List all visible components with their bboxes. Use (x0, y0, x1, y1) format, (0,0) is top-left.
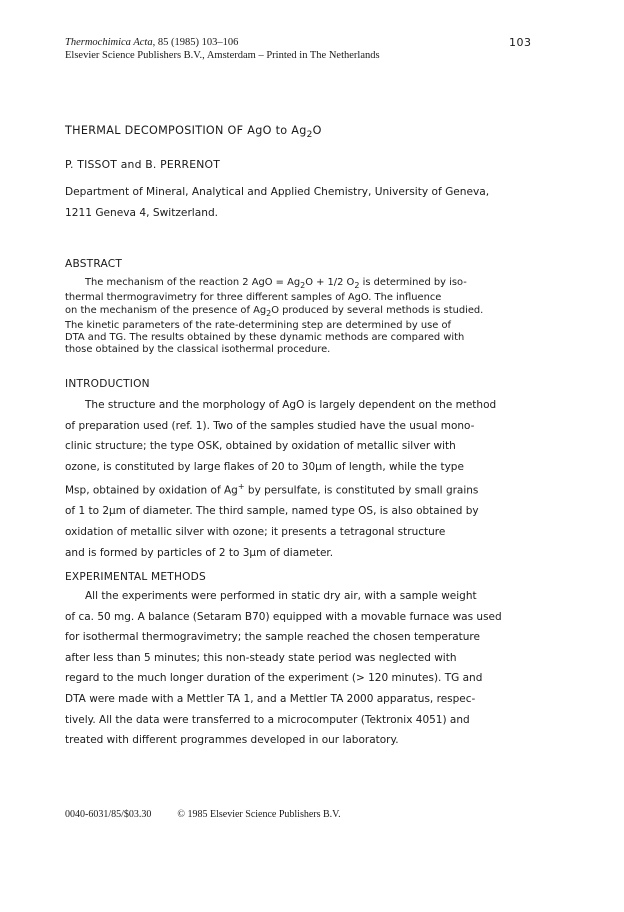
paragraph-line: clinic structure; the type OSK, obtained by oxidation of metallic silver with (65, 440, 456, 453)
affiliation-line: 1211 Geneva 4, Switzerland. (65, 207, 219, 219)
journal-name: Thermochimica Acta (65, 37, 153, 48)
introduction-heading: INTRODUCTION (65, 378, 150, 390)
issn-code: 0040-6031/85/$03.30 (65, 809, 152, 820)
journal-citation-line (65, 36, 380, 49)
paragraph-line: of 1 to 2μm of diameter. The third sample, named type OS, is also obtained by (65, 505, 479, 518)
methods-body (65, 586, 545, 751)
affiliation (65, 182, 489, 224)
introduction-body (65, 395, 545, 563)
abstract-line: on the mechanism of the presence of $Ag_2O$ produced by several methods is studied. (65, 304, 484, 318)
methods-heading: EXPERIMENTAL METHODS (65, 571, 206, 583)
article-title (65, 124, 322, 140)
page-footer (65, 809, 341, 820)
abstract-line: The kinetic parameters of the rate-determining step are determined by use of (65, 319, 452, 331)
paragraph-line: DTA were made with a Mettler TA 1, and a Mettler TA 2000 apparatus, respec- (65, 692, 476, 705)
abstract-body (65, 277, 545, 357)
page-number: 103 (509, 36, 532, 49)
title-subscript: 2 (306, 130, 313, 141)
paragraph-line: The structure and the morphology of AgO is largely dependent on the method (85, 399, 497, 411)
paragraph-line: after less than 5 minutes; this non-steady state period was neglected with (65, 651, 457, 664)
paragraph-line: of ca. 50 mg. A balance (Setaram B70) equipped with a movable furnace was used (65, 610, 502, 623)
paragraph-line: and is formed by particles of 2 to 3μm of diameter. (65, 546, 334, 559)
title-text: THERMAL DECOMPOSITION OF AgO to Ag (65, 124, 307, 137)
abstract-line: The mechanism of the reaction 2 AgO = $Ag_2O + 1/2$ $O_2$ is determined by iso- (85, 277, 467, 290)
paragraph-line: treated with different programmes developed in our laboratory. (65, 734, 399, 747)
abstract-heading: ABSTRACT (65, 258, 122, 270)
title-suffix: O (312, 124, 322, 137)
journal-header (65, 36, 380, 62)
paragraph-line: tively. All the data were transferred to a microcomputer (Tektronix 4051) and (65, 713, 470, 726)
authors: P. TISSOT and B. PERRENOT (65, 158, 221, 171)
affiliation-line: Department of Mineral, Analytical and Applied Chemistry, University of Geneva, (65, 186, 490, 198)
paragraph-line: of preparation used (ref. 1). Two of the samples studied have the usual mono- (65, 419, 475, 432)
paragraph-line: for isothermal thermogravimetry; the sample reached the chosen temperature (65, 631, 480, 644)
copyright-notice: © 1985 Elsevier Science Publishers B.V. (177, 809, 341, 820)
publisher-line: Elsevier Science Publishers B.V., Amsterdam – Printed in The Netherlands (65, 50, 380, 61)
journal-volume: , 85 (1985) 103–106 (152, 37, 239, 48)
paragraph-line: regard to the much longer duration of the experiment (> 120 minutes). TG and (65, 672, 483, 685)
paragraph-line: ozone, is constituted by large flakes of 20 to 30μm of length, while the type (65, 460, 464, 473)
paragraph-line: Msp, obtained by oxidation of Ag+ by persulfate, is constituted by small grains (65, 482, 479, 497)
paragraph-line: oxidation of metallic silver with ozone; it presents a tetragonal structure (65, 526, 446, 539)
abstract-line: DTA and TG. The results obtained by these dynamic methods are compared with (65, 332, 465, 344)
paragraph-line: All the experiments were performed in static dry air, with a sample weight (85, 590, 477, 602)
abstract-line: those obtained by the classical isothermal procedure. (65, 344, 331, 356)
abstract-line: thermal thermogravimetry for three different samples of AgO. The influence (65, 292, 442, 304)
